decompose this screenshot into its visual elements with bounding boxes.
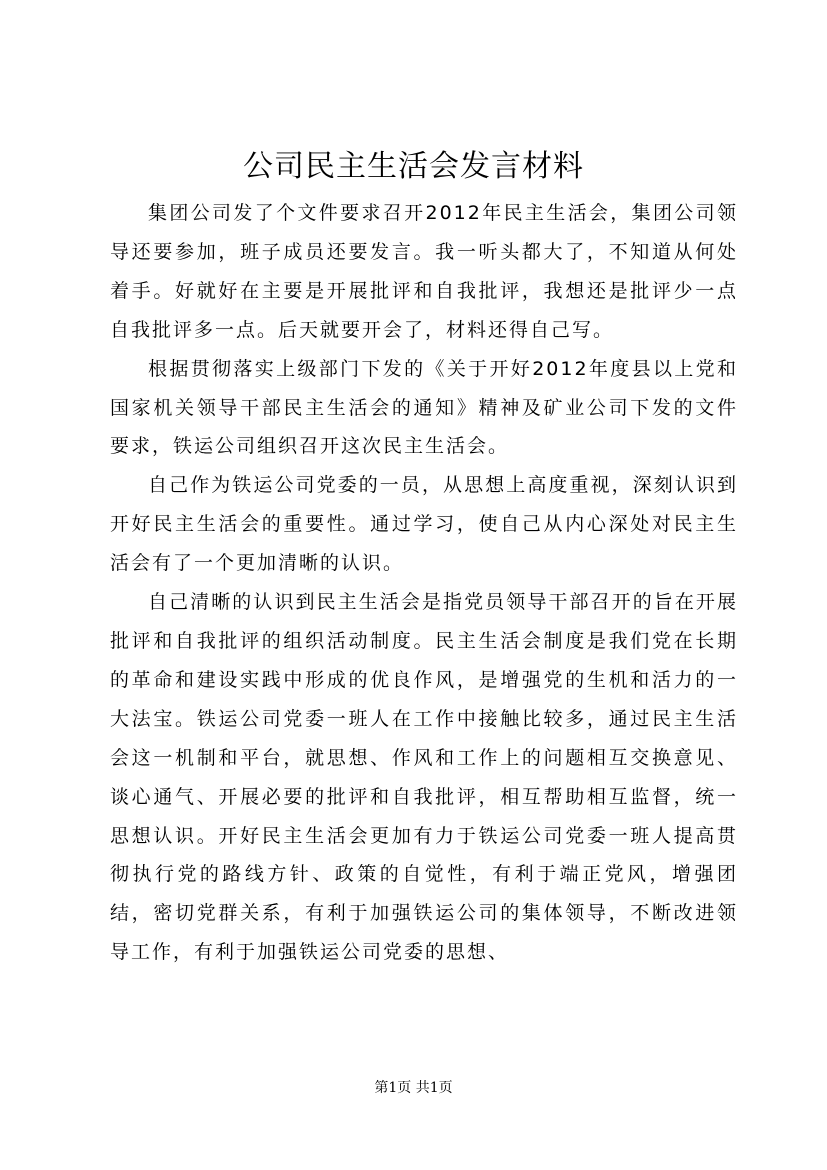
paragraph-1: 集团公司发了个文件要求召开2012年民主生活会，集团公司领导还要参加，班子成员还要发言。我一听头都大了，不知道从何处着手。好就好在主要是开展批评和自我批评，我想还是批评少一点自我批评多一点。后天就要开会了，材料还得自己写。 <box>110 202 738 341</box>
paragraph-4: 自己清晰的认识到民主生活会是指党员领导干部召开的旨在开展批评和自我批评的组织活动制度。民主生活会制度是我们党在长期的革命和建设实践中形成的优良作风，是增强党的生机和活力的一大法宝。铁运公司党委一班人在工作中接触比较多，通过民主生活会这一机制和平台，就思想、作风和工作上的问题相互交换意见、谈心通气、开展必要的批评和自我批评，相互帮助相互监督，统一思想认识。开好民主生活会更加有力于铁运公司党委一班人提高贯彻执行党的路线方针、政策的自觉性，有利于端正党风，增强团结，密切党群关系，有利于加强铁运公司的集体领导，不断改进领导工作，有利于加强铁运公司党委的思想、 <box>110 591 738 964</box>
paragraph-2: 根据贯彻落实上级部门下发的《关于开好2012年度县以上党和国家机关领导干部民主生活会的通知》精神及矿业公司下发的文件要求，铁运公司组织召开这次民主生活会。 <box>110 357 738 458</box>
page-footer: 第1页 共1页 <box>374 1080 453 1096</box>
document-title: 公司民主生活会发言材料 <box>243 149 584 184</box>
document-body <box>110 194 738 972</box>
paragraph-3: 自己作为铁运公司党委的一员，从思想上高度重视，深刻认识到开好民主生活会的重要性。通过学习，使自己从内心深处对民主生活会有了一个更加清晰的认识。 <box>110 474 738 575</box>
